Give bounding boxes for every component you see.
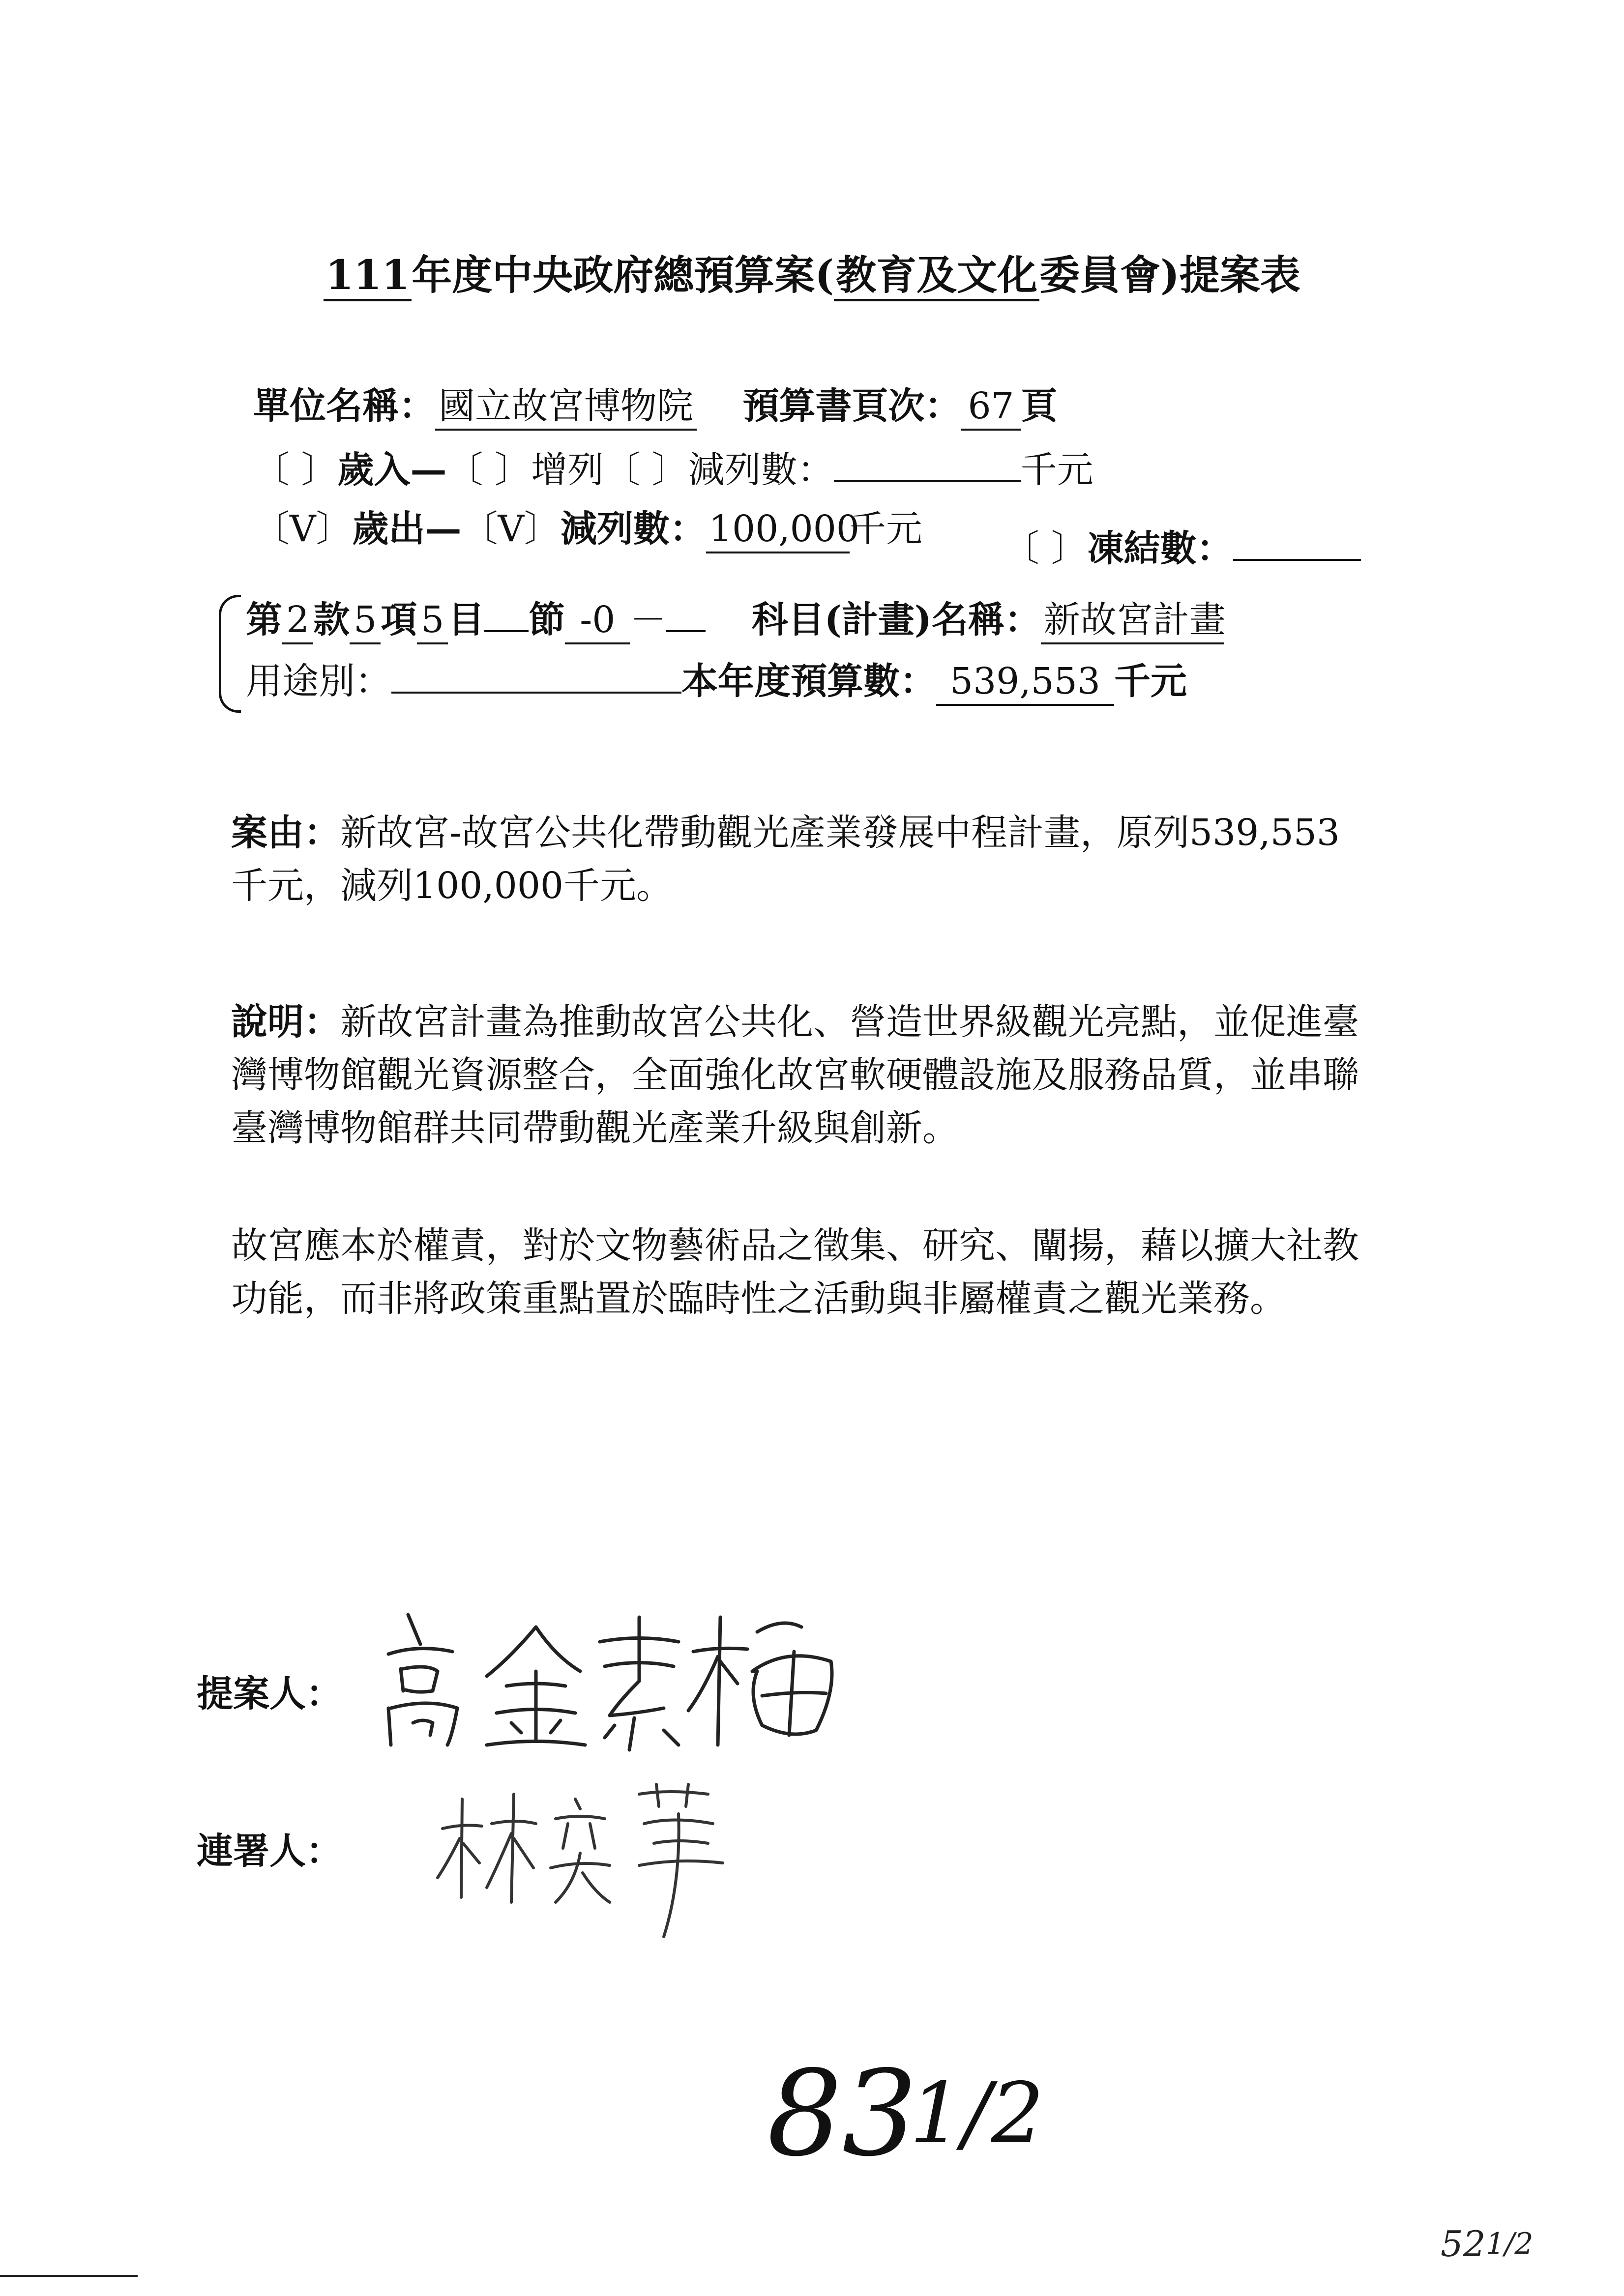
corner-fraction: 1/2 [1486,2227,1534,2261]
increase-box: 〔 〕 [446,449,531,491]
section-blank-1 [484,601,529,632]
expense-unit: 千元 [849,508,922,550]
corner-number: 52 [1441,2223,1486,2265]
revenue-label: 歲入— [337,449,447,491]
reason-block [231,806,1362,912]
section-jie: 節 [529,599,565,641]
expense-row [253,506,922,553]
title-year: 111 [324,252,412,301]
decrease-box: 〔 〕 [604,449,688,491]
decrease-label: 減列數： [688,449,834,491]
usage-row [246,659,1187,706]
page-suffix: 頁 [1021,385,1058,427]
expense-decrease-label: 減列數： [560,508,706,550]
section-di: 第 [246,599,282,641]
freeze-row [1003,526,1361,571]
section-dash: － [630,599,667,641]
explanation-block [231,995,1362,1155]
section-xiang-no: 5 [350,597,381,644]
expense-box: 〔V〕 [253,508,353,550]
section-blank-2 [666,601,706,632]
title-committee: 教育及文化 [834,252,1039,301]
section-mu: 目 [448,599,485,641]
freeze-box: 〔 〕 [1003,527,1088,570]
revenue-box: 〔 〕 [253,449,338,491]
title-part2: 委員會)提案表 [1039,252,1300,299]
page-mark-fraction: 1/2 [910,2065,1044,2162]
unit-row [253,383,1058,431]
section-row [246,597,1224,644]
subject-label: 科目(計畫)名稱： [751,599,1041,641]
reason-text: 新故宮-故宮公共化帶動觀光產業發展中程計畫，原列539,553千元，減列100,000千元。 [231,812,1340,907]
page-value: 67 [961,383,1021,431]
expense-label: 歲出— [352,508,462,550]
page-mark-number: 83 [767,2045,917,2182]
cosigner-signature [433,1770,738,1956]
title-part1: 年度中央政府總預算案( [412,252,834,299]
usage-blank [391,662,681,694]
explanation-p2-block [231,1219,1362,1325]
unit-label: 單位名稱： [253,385,435,427]
unit-value: 國立故宮博物院 [435,383,697,431]
explanation-p2: 故宮應本於權責，對於文物藝術品之徵集、研究、闡揚，藉以擴大社教功能，而非將政策重點置於臨時性之活動與非屬權責之觀光業務。 [231,1224,1359,1320]
budget-value: 539,553 [936,659,1114,706]
section-bracket [219,595,241,713]
increase-label: 增列 [531,449,604,491]
budget-label: 本年度預算數： [681,660,936,702]
proposer-label: 提案人： [197,1673,342,1715]
subject-value: 新故宮計畫 [1041,597,1224,644]
budget-unit: 千元 [1114,660,1187,702]
page-label: 預算書頁次： [742,385,961,427]
section-jie-no: -0 [565,597,630,644]
revenue-row [253,447,1093,493]
expense-amount: 100,000 [706,506,850,553]
explanation-label: 說明： [231,1001,340,1043]
proposer-signature [374,1598,846,1755]
expense-decrease-box: 〔V〕 [461,508,561,550]
freeze-amount-blank [1233,529,1361,561]
section-xiang: 項 [381,599,417,641]
bottom-edge-rule [0,2275,138,2277]
cosigner-label: 連署人： [197,1830,342,1872]
form-title [0,248,1624,302]
revenue-unit: 千元 [1020,449,1093,491]
section-kuan: 款 [313,599,350,641]
section-kuan-no: 2 [282,597,313,644]
reason-label: 案由： [231,812,340,854]
revenue-amount-blank [834,451,1021,482]
explanation-p1: 新故宮計畫為推動故宮公共化、營造世界級觀光亮點，並促進臺灣博物館觀光資源整合，全面強化故宮軟硬體設施及服務品質，並串聯臺灣博物館群共同帶動觀光產業升級與創新。 [231,1001,1359,1149]
usage-label: 用途別： [246,660,391,702]
section-mu-no: 5 [417,597,448,644]
freeze-label: 凍結數： [1087,527,1233,570]
